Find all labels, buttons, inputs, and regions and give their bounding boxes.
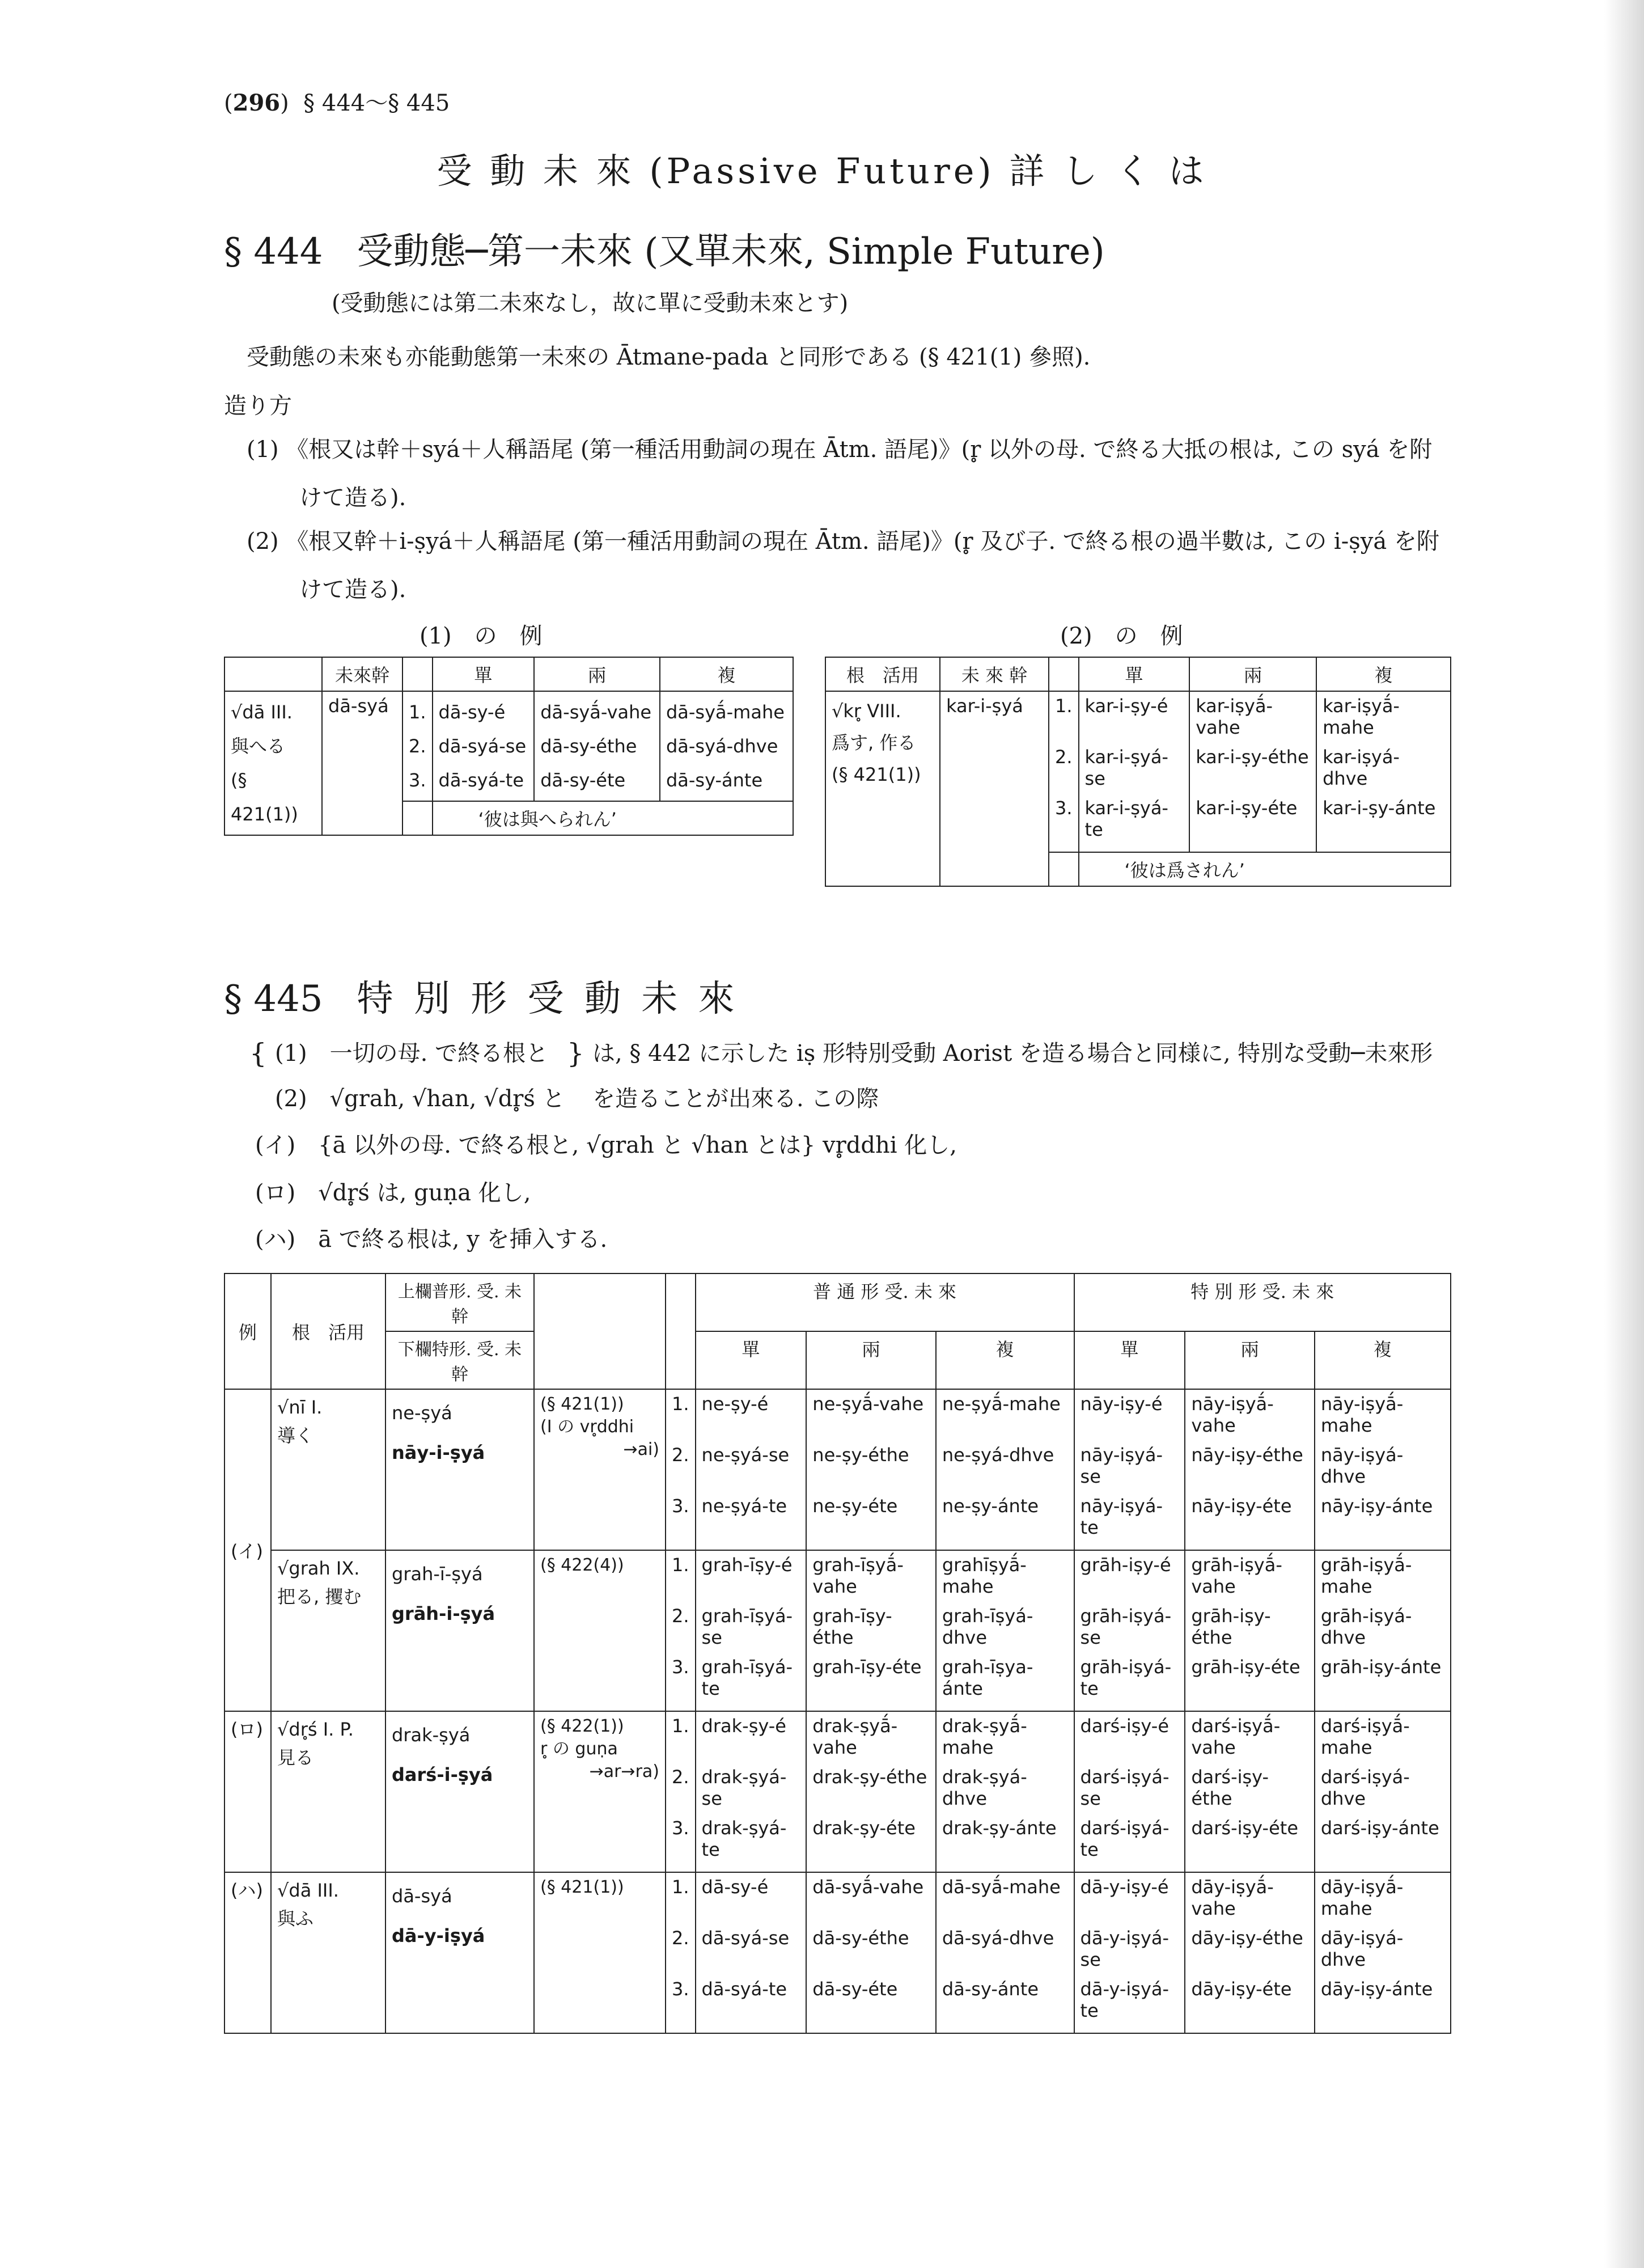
bt-note: (§ 421(1)) (I の vr̥ddhi →ai) — [534, 1389, 666, 1550]
bt-person-nums: 1. 2. 3. — [666, 1711, 696, 1872]
table1-example — [224, 657, 794, 836]
section-444-heading — [224, 222, 1105, 274]
t1-stem: dā-syá — [322, 691, 402, 835]
bt-forms-s-du: grāh-iṣyā́-vahe grāh-iṣy-éthe grāh-iṣy-éte — [1185, 1550, 1315, 1711]
page-edge-shadow — [1604, 0, 1644, 2268]
bt-ex: (ハ) — [224, 1872, 271, 2033]
bt-forms-s-sg: dā-y-iṣy-é dā-y-iṣyá-se dā-y-iṣyá-te — [1074, 1872, 1185, 2033]
t2-root: √kr̥ VIII. 爲す, 作る (§ 421(1)) — [825, 691, 940, 886]
t2-header-root: 根 活用 — [825, 657, 940, 691]
t1-du-forms: dā-syā́-vahe dā-sy-éthe dā-sy-éte — [534, 691, 660, 801]
bt-root: √nī I. 導く — [271, 1389, 385, 1550]
bt-header-lower: 下欄特形. 受. 未幹 — [385, 1331, 534, 1389]
t2-header-du: 兩 — [1189, 657, 1316, 691]
rule-2-line-2: けて造る). — [299, 577, 406, 603]
bt-header-root: 根 活用 — [271, 1273, 385, 1389]
page-number: 296 — [232, 90, 281, 116]
t1-header-pl: 複 — [660, 657, 793, 691]
case-ha: (ハ) ā で終る根は, y を挿入する. — [255, 1226, 608, 1253]
t1-header-sg: 單 — [433, 657, 535, 691]
bt-stems: ne-ṣyá nāy-i-ṣyá — [385, 1389, 534, 1550]
t1-header-stem: 未來幹 — [322, 657, 402, 691]
bt-forms-s-sg: grāh-iṣy-é grāh-iṣyá-se grāh-iṣyá-te — [1074, 1550, 1185, 1711]
bt-stems: grah-ī-ṣyá grāh-i-ṣyá — [385, 1550, 534, 1711]
bt-forms-c-pl: drak-ṣyā́-mahe drak-ṣyá-dhve drak-ṣy-ánte — [936, 1711, 1074, 1872]
bt-note: (§ 421(1)) — [534, 1872, 666, 2033]
bt-ex: (ロ) — [224, 1711, 271, 1872]
bt-forms-c-pl: dā-syā́-mahe dā-syá-dhve dā-sy-ánte — [936, 1872, 1074, 2033]
bt-root: √dr̥ś I. P. 見る — [271, 1711, 385, 1872]
section-444-title: 受動態─第一未來 (又單未來, Simple Future) — [357, 231, 1105, 273]
bt-person-nums: 1. 2. 3. — [666, 1550, 696, 1711]
bt-forms-c-sg: ne-ṣy-é ne-ṣyá-se ne-ṣyá-te — [696, 1389, 807, 1550]
bt-forms-c-sg: grah-īṣy-é grah-īṣyá-se grah-īṣyá-te — [696, 1550, 807, 1711]
bt-forms-s-pl: darś-iṣyā́-mahe darś-iṣyá-dhve darś-iṣy-ánte — [1315, 1711, 1451, 1872]
t2-du-forms: kar-iṣyā́-vahe kar-i-ṣy-éthe kar-i-ṣy-éte — [1189, 691, 1316, 852]
t1-root: √dā III. 與へる (§ 421(1)) — [224, 691, 322, 835]
bt-forms-s-du: dāy-iṣyā́-vahe dāy-iṣy-éthe dāy-iṣy-éte — [1185, 1872, 1315, 2033]
bt-stems: dā-syá dā-y-iṣyá — [385, 1872, 534, 2033]
table2-caption: (2) の 例 — [1060, 623, 1183, 649]
section-445-title: 特 別 形 受 動 未 來 — [357, 978, 739, 1020]
bt-forms-c-sg: drak-ṣy-é drak-ṣyá-se drak-ṣyá-te — [696, 1711, 807, 1872]
bt-header-s-sg: 單 — [1074, 1331, 1185, 1389]
condition-2: (2) √grah, √han, √dr̥ś と — [275, 1086, 565, 1112]
bt-header-upper: 上欄普形. 受. 未幹 — [385, 1273, 534, 1331]
condition-1: (1) 一切の母. で終る根と — [275, 1040, 549, 1067]
bt-header-s-pl: 複 — [1315, 1331, 1451, 1389]
bt-row — [224, 1550, 1451, 1711]
section-range: § 444～§ 445 — [303, 90, 450, 116]
bt-note: (§ 422(4)) — [534, 1550, 666, 1711]
section-444-intro: 受動態の未來も亦能動態第一未來の Ātmane-pada と同形である (§ 421(1) 參照). — [247, 344, 1091, 370]
bt-forms-s-pl: nāy-iṣyā́-mahe nāy-iṣyá-dhve nāy-iṣy-ánte — [1315, 1389, 1451, 1550]
t2-header-pl: 複 — [1316, 657, 1451, 691]
t2-pl-forms: kar-iṣyā́-mahe kar-iṣyá-dhve kar-i-ṣy-ánte — [1316, 691, 1451, 852]
t2-header-stem: 未 來 幹 — [940, 657, 1049, 691]
t1-sg-forms: dā-sy-é dā-syá-se dā-syá-te — [433, 691, 535, 801]
t1-meaning: ‘彼は與へられん’ — [433, 801, 793, 835]
rule-2-line-1: (2) 《根又幹＋i-ṣyá＋人稱語尾 (第一種活用動詞の現在 Ātm. 語尾)》(r̥ 及び子. で終る根の過半數は, この i-ṣyá を附 — [247, 528, 1439, 555]
rule-1-line-2: けて造る). — [299, 485, 406, 511]
bt-forms-c-sg: dā-sy-é dā-syá-se dā-syá-te — [696, 1872, 807, 2033]
bt-root: √grah IX. 把る, 攫む — [271, 1550, 385, 1711]
bt-stems: drak-ṣyá darś-i-ṣyá — [385, 1711, 534, 1872]
page-header: (296) § 444～§ 445 — [224, 90, 450, 116]
bt-forms-s-sg: nāy-iṣy-é nāy-iṣyá-se nāy-iṣyá-te — [1074, 1389, 1185, 1550]
condition-text-1: は, § 442 に示した iṣ 形特別受動 Aorist を造る場合と同様に, 特別な受動─未來形 — [592, 1040, 1433, 1067]
t2-stem: kar-i-ṣyá — [940, 691, 1049, 886]
bt-ex: (イ) — [224, 1389, 271, 1711]
bt-header-s-du: 兩 — [1185, 1331, 1315, 1389]
bt-forms-c-du: grah-īṣyā́-vahe grah-īṣy-éthe grah-īṣy-éte — [806, 1550, 936, 1711]
bt-forms-s-du: nāy-iṣyā́-vahe nāy-iṣy-éthe nāy-iṣy-éte — [1185, 1389, 1315, 1550]
bt-forms-s-pl: grāh-iṣyā́-mahe grāh-iṣyá-dhve grāh-iṣy-ánte — [1315, 1550, 1451, 1711]
bt-header-c-du: 兩 — [806, 1331, 936, 1389]
bt-header-c-pl: 複 — [936, 1331, 1074, 1389]
page-title: 受 動 未 來 (Passive Future) 詳 し く は — [437, 150, 1207, 192]
section-445-number: § 445 — [224, 978, 323, 1020]
t1-pl-forms: dā-syā́-mahe dā-syá-dhve dā-sy-ánte — [660, 691, 793, 801]
table2-example — [825, 657, 1451, 887]
bt-person-nums: 1. 2. 3. — [666, 1872, 696, 2033]
brace-left-1: { — [249, 1038, 267, 1069]
section-444-note: (受動態には第二未來なし，故に單に受動未來とす) — [332, 290, 849, 316]
rule-1-line-1: (1) 《根又は幹＋syá＋人稱語尾 (第一種活用動詞の現在 Ātm. 語尾)》(r̥ 以外の母. で終る大抵の根は, この syá を附 — [247, 437, 1433, 463]
bt-header-common: 普 通 形 受. 未 來 — [696, 1273, 1074, 1331]
bt-person-nums: 1. 2. 3. — [666, 1389, 696, 1550]
t1-header-du: 兩 — [534, 657, 660, 691]
bt-forms-c-du: ne-ṣyā́-vahe ne-ṣy-éthe ne-ṣy-éte — [806, 1389, 936, 1550]
bt-forms-c-pl: ne-ṣyā́-mahe ne-ṣyá-dhve ne-ṣy-ánte — [936, 1389, 1074, 1550]
method-label: 造り方 — [224, 393, 292, 419]
t2-sg-forms: kar-i-ṣy-é kar-i-ṣyá-se kar-i-ṣyá-te — [1079, 691, 1190, 852]
bt-row — [224, 1872, 1451, 2033]
section-445-heading — [224, 970, 739, 1022]
bt-header-c-sg: 單 — [696, 1331, 807, 1389]
t2-header-sg: 單 — [1079, 657, 1190, 691]
bt-forms-s-sg: darś-iṣy-é darś-iṣyá-se darś-iṣyá-te — [1074, 1711, 1185, 1872]
bt-forms-c-du: dā-syā́-vahe dā-sy-éthe dā-sy-éte — [806, 1872, 936, 2033]
case-i: (イ) {ā 以外の母. で終る根と, √grah と √han とは} vr̥ddhi 化し, — [255, 1132, 957, 1158]
t2-person-nums: 1. 2. 3. — [1049, 691, 1079, 852]
bt-header-special: 特 別 形 受. 未 來 — [1074, 1273, 1451, 1331]
section-444-number: § 444 — [224, 231, 323, 273]
bt-forms-c-du: drak-ṣyā́-vahe drak-ṣy-éthe drak-ṣy-éte — [806, 1711, 936, 1872]
bt-forms-s-du: darś-iṣyā́-vahe darś-iṣy-éthe darś-iṣy-éte — [1185, 1711, 1315, 1872]
bt-note: (§ 422(1)) r̥ の guṇa →ar→ra) — [534, 1711, 666, 1872]
t1-person-nums: 1. 2. 3. — [402, 691, 433, 801]
bt-row — [224, 1711, 1451, 1872]
case-ro: (ロ) √dr̥ś は, guṇa 化し, — [255, 1180, 531, 1206]
table1-caption: (1) の 例 — [420, 623, 543, 649]
bt-row — [224, 1389, 1451, 1550]
t2-meaning: ‘彼は爲されん’ — [1079, 852, 1451, 886]
bt-header-ex: 例 — [224, 1273, 271, 1389]
bt-forms-s-pl: dāy-iṣyā́-mahe dāy-iṣyá-dhve dāy-iṣy-ánte — [1315, 1872, 1451, 2033]
bt-forms-c-pl: grahīṣyā́-mahe grah-īṣyá-dhve grah-īṣya-ánte — [936, 1550, 1074, 1711]
brace-right-1: } — [567, 1038, 584, 1069]
condition-text-2: を造ることが出來る. この際 — [592, 1086, 879, 1112]
table-special-future — [224, 1273, 1451, 2034]
bt-root: √dā III. 與ふ — [271, 1872, 385, 2033]
